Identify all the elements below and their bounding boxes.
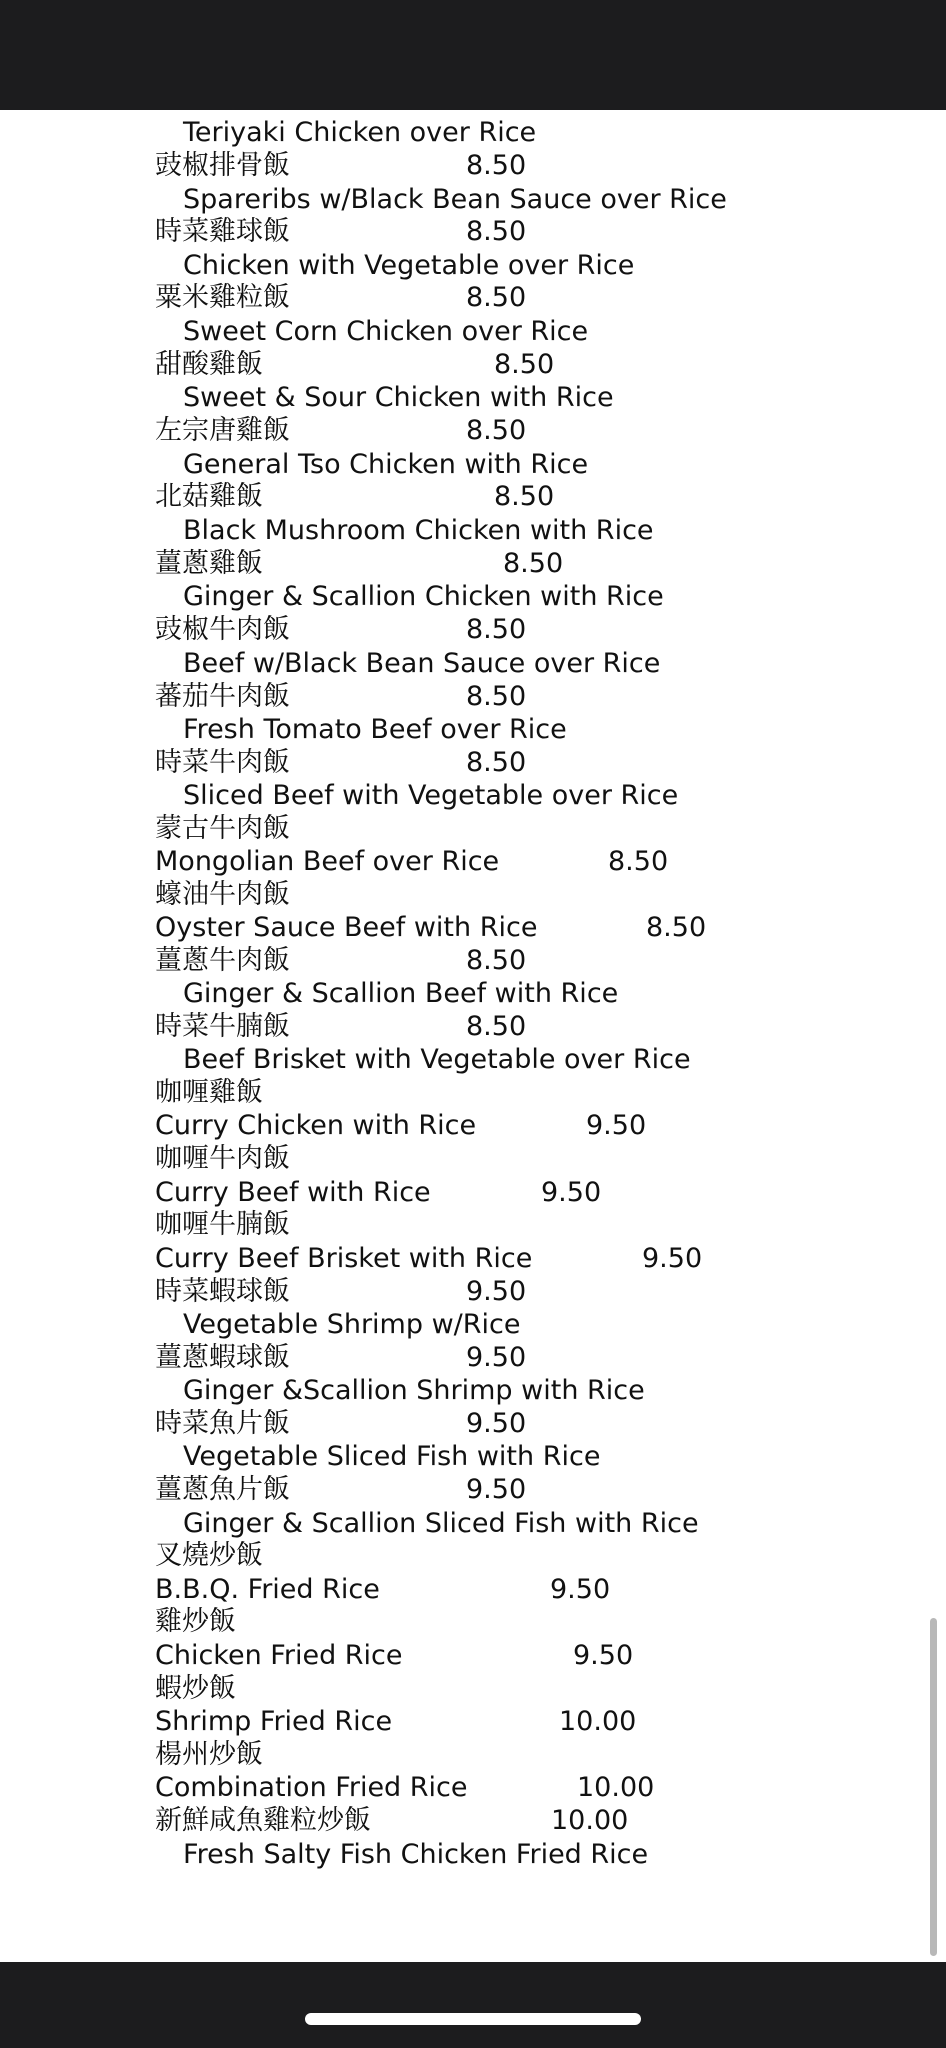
item-english: Teriyaki Chicken over Rice bbox=[183, 117, 537, 148]
item-price: 9.50 bbox=[466, 1276, 527, 1307]
item-price: 8.50 bbox=[503, 548, 564, 579]
item-price: 8.50 bbox=[646, 912, 707, 943]
item-price: 8.50 bbox=[466, 945, 527, 976]
item-chinese: 豉椒排骨飯 bbox=[155, 150, 290, 181]
item-chinese: 時菜牛腩飯 bbox=[155, 1011, 290, 1042]
item-english: Vegetable Shrimp w/Rice bbox=[183, 1309, 521, 1340]
item-chinese: 新鮮咸魚雞粒炒飯 bbox=[155, 1805, 371, 1836]
item-english: Mongolian Beef over Rice bbox=[155, 846, 500, 877]
item-english: Ginger & Scallion Beef with Rice bbox=[183, 978, 619, 1009]
item-english: Shrimp Fried Rice bbox=[155, 1706, 393, 1737]
bottom-bar bbox=[0, 1962, 946, 2048]
item-chinese: 蒙古牛肉飯 bbox=[155, 813, 290, 844]
item-price: 8.50 bbox=[466, 747, 527, 778]
item-price: 9.50 bbox=[550, 1574, 611, 1605]
item-chinese: 甜酸雞飯 bbox=[155, 349, 263, 380]
item-english: Sliced Beef with Vegetable over Rice bbox=[183, 780, 679, 811]
item-chinese: 薑蔥魚片飯 bbox=[155, 1474, 290, 1505]
item-english: Beef Brisket with Vegetable over Rice bbox=[183, 1044, 691, 1075]
item-english: Oyster Sauce Beef with Rice bbox=[155, 912, 538, 943]
item-english: Curry Beef with Rice bbox=[155, 1177, 431, 1208]
item-chinese: 叉燒炒飯 bbox=[155, 1540, 263, 1571]
item-price: 9.50 bbox=[642, 1243, 703, 1274]
scrollbar[interactable] bbox=[930, 1618, 937, 1956]
item-price: 9.50 bbox=[466, 1342, 527, 1373]
item-price: 10.00 bbox=[559, 1706, 637, 1737]
item-english: Combination Fried Rice bbox=[155, 1772, 468, 1803]
item-chinese: 蝦炒飯 bbox=[155, 1673, 236, 1704]
item-english: Sweet Corn Chicken over Rice bbox=[183, 316, 589, 347]
item-price: 9.50 bbox=[541, 1177, 602, 1208]
item-english: Spareribs w/Black Bean Sauce over Rice bbox=[183, 184, 727, 215]
item-chinese: 咖喱牛腩飯 bbox=[155, 1209, 290, 1240]
item-price: 10.00 bbox=[577, 1772, 655, 1803]
item-english: Sweet & Sour Chicken with Rice bbox=[183, 382, 614, 413]
item-english: B.B.Q. Fried Rice bbox=[155, 1574, 380, 1605]
item-price: 9.50 bbox=[573, 1640, 634, 1671]
item-chinese: 時菜牛肉飯 bbox=[155, 747, 290, 778]
item-chinese: 薑蔥蝦球飯 bbox=[155, 1342, 290, 1373]
item-chinese: 楊州炒飯 bbox=[155, 1739, 263, 1770]
item-price: 8.50 bbox=[466, 150, 527, 181]
home-indicator[interactable] bbox=[305, 2013, 641, 2025]
item-english: Curry Beef Brisket with Rice bbox=[155, 1243, 533, 1274]
item-chinese: 薑蔥牛肉飯 bbox=[155, 945, 290, 976]
item-chinese: 蕃茄牛肉飯 bbox=[155, 681, 290, 712]
item-chinese: 薑蔥雞飯 bbox=[155, 548, 263, 579]
item-english: Ginger &Scallion Shrimp with Rice bbox=[183, 1375, 645, 1406]
item-english: Vegetable Sliced Fish with Rice bbox=[183, 1441, 601, 1472]
item-english: Black Mushroom Chicken with Rice bbox=[183, 515, 654, 546]
item-chinese: 咖喱雞飯 bbox=[155, 1077, 263, 1108]
item-chinese: 北菇雞飯 bbox=[155, 481, 263, 512]
item-chinese: 雞炒飯 bbox=[155, 1606, 236, 1637]
item-english: Ginger & Scallion Sliced Fish with Rice bbox=[183, 1508, 699, 1539]
item-price: 8.50 bbox=[466, 681, 527, 712]
item-price: 8.50 bbox=[494, 481, 555, 512]
item-english: Fresh Salty Fish Chicken Fried Rice bbox=[183, 1839, 649, 1870]
item-english: Beef w/Black Bean Sauce over Rice bbox=[183, 648, 661, 679]
item-english: General Tso Chicken with Rice bbox=[183, 449, 589, 480]
item-english: Chicken Fried Rice bbox=[155, 1640, 403, 1671]
item-chinese: 時菜魚片飯 bbox=[155, 1408, 290, 1439]
item-english: Chicken with Vegetable over Rice bbox=[183, 250, 635, 281]
item-price: 9.50 bbox=[466, 1474, 527, 1505]
item-chinese: 時菜雞球飯 bbox=[155, 216, 290, 247]
item-price: 8.50 bbox=[494, 349, 555, 380]
item-english: Fresh Tomato Beef over Rice bbox=[183, 714, 567, 745]
item-price: 8.50 bbox=[466, 282, 527, 313]
item-chinese: 咖喱牛肉飯 bbox=[155, 1143, 290, 1174]
item-chinese: 粟米雞粒飯 bbox=[155, 282, 290, 313]
item-price: 8.50 bbox=[466, 614, 527, 645]
item-english: Ginger & Scallion Chicken with Rice bbox=[183, 581, 664, 612]
item-price: 8.50 bbox=[608, 846, 669, 877]
item-english: Curry Chicken with Rice bbox=[155, 1110, 477, 1141]
item-chinese: 時菜蝦球飯 bbox=[155, 1276, 290, 1307]
item-chinese: 蠔油牛肉飯 bbox=[155, 879, 290, 910]
item-chinese: 豉椒牛肉飯 bbox=[155, 614, 290, 645]
item-price: 9.50 bbox=[466, 1408, 527, 1439]
item-price: 10.00 bbox=[551, 1805, 629, 1836]
item-price: 9.50 bbox=[586, 1110, 647, 1141]
item-price: 8.50 bbox=[466, 216, 527, 247]
item-price: 8.50 bbox=[466, 1011, 527, 1042]
item-chinese: 左宗唐雞飯 bbox=[155, 415, 290, 446]
item-price: 8.50 bbox=[466, 415, 527, 446]
